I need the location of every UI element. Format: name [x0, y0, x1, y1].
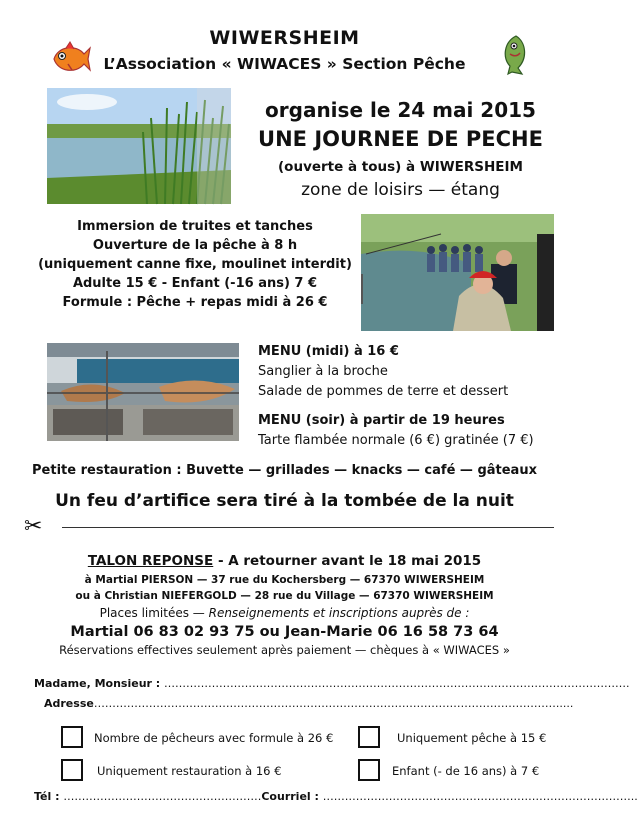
phone-email-field[interactable]: [34, 790, 638, 803]
info-prices: Adulte 15 € - Enfant (-16 ans) 7 €: [72, 276, 318, 291]
event-date: organise le 24 mai 2015: [265, 98, 536, 122]
fishing-only-checkbox[interactable]: [358, 726, 380, 748]
address-label: Adresse: [44, 697, 94, 710]
phone-label: Tél :: [34, 790, 60, 803]
address-dots: ……………………………………………………………………………………………………………….....: [93, 697, 574, 710]
roast-photo: [47, 343, 239, 441]
scissors-icon: ✂: [24, 514, 43, 539]
phone-dots: ………………………………………………: [63, 790, 262, 803]
email-dots: …………………………………………………………………………..: [322, 790, 638, 803]
talon-contacts: Martial 06 83 02 93 75 ou Jean-Marie 06 16 58 73 64: [70, 624, 499, 640]
menu-soir-title: MENU (soir) à partir de 19 heures: [258, 413, 505, 428]
town-title: WIWERSHEIM: [209, 27, 360, 49]
talon-places-info: Renseignements et inscriptions auprès de :: [208, 606, 470, 620]
talon-title: TALON REPONSE: [87, 553, 214, 569]
info-rules: (uniquement canne fixe, moulinet interdit): [38, 257, 352, 272]
menu-midi-title: MENU (midi) à 16 €: [258, 344, 399, 359]
talon-deadline: - A retourner avant le 18 mai 2015: [213, 553, 482, 569]
restauration-only-checkbox[interactable]: [61, 759, 83, 781]
fireworks-line: Un feu d’artifice sera tiré à la tombée de la nuit: [55, 491, 514, 511]
talon-reservation: Réservations effectives seulement après paiement — chèques à « WIWACES »: [59, 643, 510, 657]
formula-option-label: Nombre de pêcheurs avec formule à 26 €: [94, 731, 334, 745]
event-open: (ouverte à tous) à WIWERSHEIM: [278, 159, 523, 175]
info-formula: Formule : Pêche + repas midi à 26 €: [62, 295, 328, 310]
child-option-label: Enfant (- de 16 ans) à 7 €: [392, 764, 540, 778]
email-label: Courriel :: [261, 790, 319, 803]
talon-places-lead: Places limitées —: [99, 606, 209, 620]
pond-photo: [47, 88, 231, 204]
menu-soir-item: Tarte flambée normale (6 €) gratinée (7 €): [258, 433, 534, 448]
snack-line: Petite restauration : Buvette — grillades — knacks — café — gâteaux: [32, 463, 537, 478]
event-location: zone de loisirs — étang: [301, 180, 500, 200]
info-opening: Ouverture de la pêche à 8 h: [92, 238, 298, 253]
cut-line: [62, 527, 554, 528]
talon-places: [0, 606, 569, 620]
info-trout: Immersion de truites et tanches: [77, 219, 313, 234]
menu-midi-item: Sanglier à la broche: [258, 364, 388, 379]
name-label: Madame, Monsieur :: [34, 677, 161, 690]
name-field[interactable]: [34, 677, 630, 690]
anglers-photo: [361, 214, 554, 331]
talon-heading: [0, 553, 569, 569]
name-dots: ……………………………………………………………………………………………………………….: [164, 677, 630, 690]
association-title: L’Association « WIWACES » Section Pêche: [103, 55, 466, 73]
restauration-only-label: Uniquement restauration à 16 €: [97, 764, 282, 778]
talon-address-1: à Martial PIERSON — 37 rue du Kochersberg — 67370 WIWERSHEIM: [84, 574, 485, 586]
fishing-only-label: Uniquement pêche à 15 €: [397, 731, 547, 745]
formula-checkbox[interactable]: [61, 726, 83, 748]
address-field[interactable]: [44, 697, 573, 710]
menu-midi-item: Salade de pommes de terre et dessert: [258, 384, 509, 399]
talon-address-2: ou à Christian NIEFERGOLD — 28 rue du Village — 67370 WIWERSHEIM: [75, 590, 494, 602]
child-checkbox[interactable]: [358, 759, 380, 781]
event-title: UNE JOURNEE DE PECHE: [258, 127, 543, 151]
